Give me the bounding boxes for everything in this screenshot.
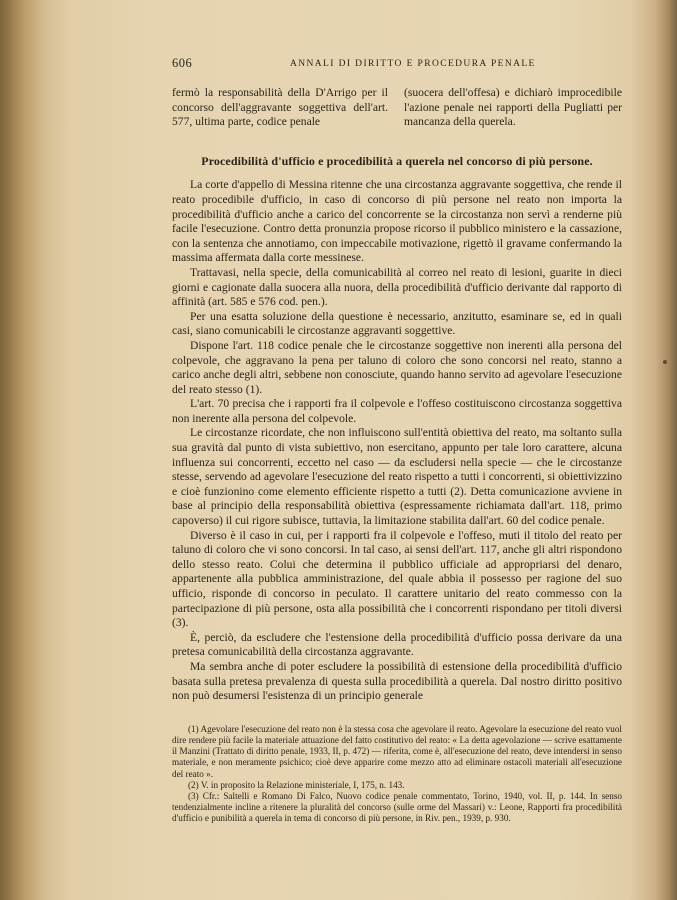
paragraph: Diverso è il caso in cui, per i rapporti fra il colpevole e l'offeso, muti il titolo del reato per taluno di coloro che vi sono concorsi. In tal caso, ai sensi dell'art. 117, anche gli altri rispondono dello stesso reato. Colui che determina il pubblico ufficiale ad appropriarsi del denaro, appartenente alla pubblica amministrazione, del quale abbia il possesso per ragione del suo ufficio, risponde di concorso in peculato. Il carattere unitario del reato commesso con la partecipazione di più persone, osta alla possibilità che i concorrenti rispondano per titoli diversi (3). bbox=[172, 528, 622, 630]
paragraph: Trattavasi, nella specie, della comunicabilità al correo nel reato di lesioni, guarite in dieci giorni e cagionate dalla suocera alla nuora, della procedibilità d'ufficio derivante dal rapporto di affinità (art. 585 e 576 cod. pen.). bbox=[172, 265, 622, 309]
paragraph: L'art. 70 precisa che i rapporti fra il colpevole e l'offeso costituiscono circostanza soggettiva non inerente alla persona del colpevole. bbox=[172, 397, 622, 425]
footnote: (3) Cfr.: Saltelli e Romano Di Falco, Nuovo codice penale commentato, Torino, 1940, vol. II, p. 144. In senso tendenzialmente incline a ritenere la pluralità del concorso (sulle orme del Massari) v.: Leone, Rapporti fra procedibilità d'ufficio e punibilità a querela in tema di concorso di più persone, in Riv. pen., 1939, p. 930. bbox=[172, 790, 622, 824]
paragraph: Dispone l'art. 118 codice penale che le circostanze soggettive non inerenti alla persona del colpevole, che aggravano la pena per taluno di coloro che sono concorsi nel reato, stanno a carico anche degli altri, sebbene non conosciute, quando hanno servito ad agevolare l'esecuzione del reato stesso (1). bbox=[172, 338, 622, 396]
continued-text-columns bbox=[172, 86, 622, 130]
section-title: Procedibilità d'ufficio e procedibilità a querela nel concorso di più persone. bbox=[201, 153, 593, 168]
margin-dot-mark bbox=[663, 360, 667, 364]
paragraph: È, perciò, da escludere che l'estensione della procedibilità d'ufficio possa derivare da una pretesa comunicabilità della circostanza aggravante. bbox=[172, 630, 622, 659]
book-gutter-shadow bbox=[0, 0, 46, 900]
left-column-text: fermò la responsabilità della D'Arrigo per il concorso dell'aggravante soggettiva dell'art. 577, ultima parte, codice penale bbox=[172, 86, 388, 129]
right-column-text: (suocera dell'offesa) e dichiarò improcedibile l'azione penale nei rapporti della Pugliatti per mancanza della querela. bbox=[404, 86, 622, 129]
book-page bbox=[172, 56, 622, 825]
footnote: (1) Agevolare l'esecuzione del reato non è la stessa cosa che agevolare il reato. Agevolare la esecuzione del reato vuol dire rendere più facile la materiale attuazione del fatto costitutivo del reato: « La detta agevolazione — scrive esattamente il Manzini (Trattato di diritto penale, 1933, II, p. 472) — riferita, come è, all'esecuzione del reato, deve intendersi in senso materiale, e non meramente psichico; cioè deve apparire come mezzo atto ad eliminare ostacoli materiali all'esecuzione del reato ». bbox=[172, 723, 622, 779]
journal-title: ANNALI DI DIRITTO E PROCEDURA PENALE bbox=[290, 59, 536, 69]
paragraph: La corte d'appello di Messina ritenne che una circostanza aggravante soggettiva, che rende il reato procedibile d'ufficio, in caso di concorso di più persone nel reato non importa la procedibilità d'ufficio anche a carico del concorrente se la circostanza non servì a renderne più facile l'esecuzione. Contro detta pronunzia propose ricorso il pubblico ministero e la cassazione, con la sentenza che annotiamo, con impeccabile motivazione, rigettò il gravame confermando la massima affermata dalla corte messinese. bbox=[172, 178, 622, 265]
paragraph: Per una esatta soluzione della questione è necessario, anzitutto, esaminare se, ed in quali casi, siano comunicabili le circostanze aggravanti soggettive. bbox=[172, 309, 622, 338]
paragraph: Le circostanze ricordate, che non influiscono sull'entità obiettiva del reato, ma soltanto sulla sua gravità dal punto di vista subiettivo, non esercitano, appunto per tale loro carattere, alcuna influenza sui concorrenti, eccetto nel caso — da escludersi nella specie — che le circostanze stesse, servendo ad agevolare l'esecuzione del reato rispetto a tutti i concorrenti, si obiettivizzino e cioè funzionino come elemento efficiente rispetto a tutti (2). Detta comunicazione avviene in base al principio della responsabilità obiettiva (espressamente richiamata dall'art. 118, primo capoverso) il cui rigore subisce, tuttavia, la limitazione stabilita dall'art. 60 del codice penale. bbox=[172, 426, 622, 528]
article-body bbox=[172, 178, 622, 703]
page-number: 606 bbox=[172, 56, 193, 70]
footnote: (2) V. in proposito la Relazione ministeriale, I, 175, n. 143. bbox=[188, 779, 405, 790]
running-head bbox=[172, 56, 622, 76]
footnotes bbox=[172, 724, 622, 825]
paragraph: Ma sembra anche di poter escludere la possibilità di estensione della procedibilità d'ufficio basata sulla pretesa prevalenza di questa sulla procedibilità a querela. Dal nostro diritto positivo non può desumersi l'esistenza di un principio generale bbox=[172, 659, 622, 703]
